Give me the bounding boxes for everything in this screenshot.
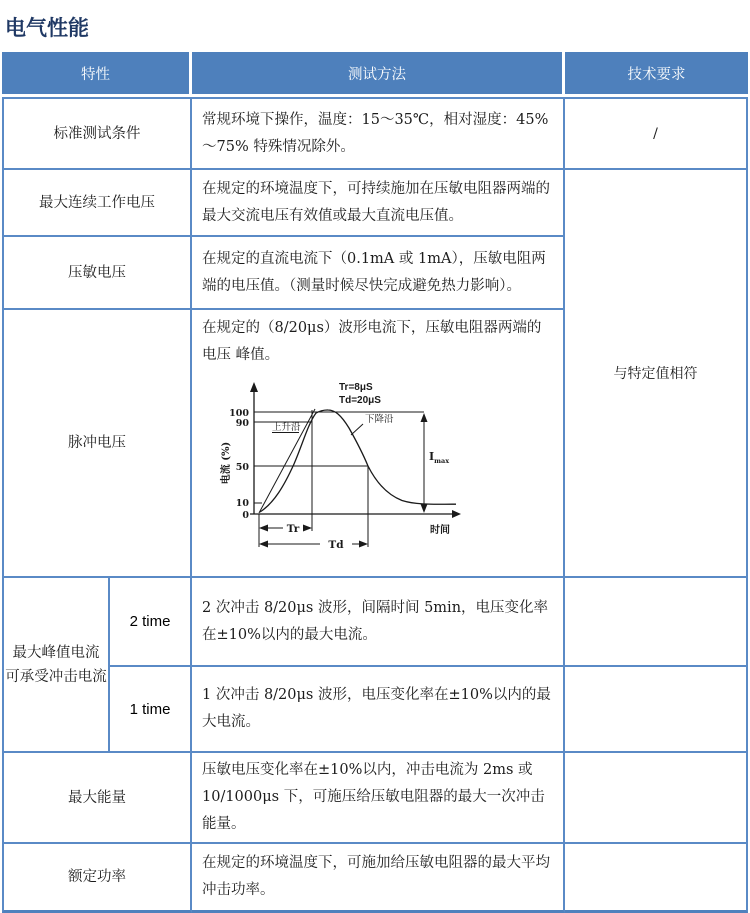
page-title: 电气性能 xyxy=(5,17,89,40)
method-cell-max-energy: 压敏电压变化率在±10%以内，冲击电流为 2ms 或 10/1000μs 下，可施压给压敏电阻器的最大一次冲击能量。 xyxy=(192,753,565,844)
waveform-chart-container xyxy=(202,376,553,576)
y-axis-arrow-icon xyxy=(250,382,258,392)
x-axis-label: 时间 xyxy=(430,525,450,536)
spec-table xyxy=(2,52,748,913)
row-standard-conditions xyxy=(2,97,748,170)
header-cell-requirement: 技术要求 xyxy=(565,52,748,97)
requirement-cell-2time xyxy=(565,578,748,667)
feature-cell-rated-power: 额定功率 xyxy=(2,844,192,913)
feature-cell-max-working-voltage: 最大连续工作电压 xyxy=(2,170,192,237)
x-axis-arrow-icon xyxy=(452,510,461,518)
requirement-cell-standard: / xyxy=(565,97,748,170)
feature-cell-max-energy: 最大能量 xyxy=(2,753,192,844)
row-max-working-voltage xyxy=(2,170,748,237)
pulse-method-text: 在规定的（8/20μs）波形电流下，压敏电阻器两端的电压 峰值。 xyxy=(202,320,542,363)
tr-equation-label: Tr=8μS xyxy=(339,382,373,393)
ytick-10: 10 xyxy=(235,498,249,509)
waveform-chart xyxy=(202,376,562,566)
feature-cell-pulse-voltage: 脉冲电压 xyxy=(2,310,192,578)
td-equation-label: Td=20μS xyxy=(339,395,381,406)
sub-cell-1time: 1 time xyxy=(110,667,192,753)
requirement-cell-rated-power xyxy=(565,844,748,913)
sub-cell-2time: 2 time xyxy=(110,578,192,667)
header-cell-method: 测试方法 xyxy=(192,52,565,97)
requirement-cell-1time xyxy=(565,667,748,753)
feature-cell-surge xyxy=(2,578,110,753)
imax-arrow-down-icon xyxy=(421,504,428,513)
requirement-cell-merged: 与特定值相符 xyxy=(565,170,748,578)
row-rated-power xyxy=(2,844,748,913)
td-dim-label: Td xyxy=(328,539,344,551)
tr-arrow-left-icon xyxy=(259,525,268,532)
imax-label: $I_{max}$ xyxy=(429,450,450,465)
tr-arrow-right-icon xyxy=(303,525,312,532)
method-cell-2time: 2 次冲击 8/20μs 波形，间隔时间 5min，电压变化率在±10%以内的最大电流。 xyxy=(192,578,565,667)
method-cell-varistor-voltage: 在规定的直流电流下（0.1mA 或 1mA），压敏电阻两端的电压值。（测量时候尽快完成避免热力影响）。 xyxy=(192,237,565,310)
row-max-energy xyxy=(2,753,748,844)
surge-feature-line1: 最大峰值电流 xyxy=(12,644,100,661)
ytick-50: 50 xyxy=(235,462,249,473)
rising-edge-label: 上升沿 xyxy=(272,422,301,433)
row-surge-2time xyxy=(2,578,748,667)
ytick-90: 90 xyxy=(235,418,249,429)
header-cell-feature: 特性 xyxy=(2,52,192,97)
falling-edge-label: 下降沿 xyxy=(365,414,394,425)
falling-label-leader xyxy=(351,424,363,435)
ytick-0: 0 xyxy=(242,510,249,521)
method-cell-pulse-voltage xyxy=(192,310,565,578)
td-arrow-right-icon xyxy=(359,541,368,548)
feature-cell-varistor-voltage: 压敏电压 xyxy=(2,237,192,310)
ytick-100: 100 xyxy=(229,408,249,419)
requirement-cell-max-energy xyxy=(565,753,748,844)
method-cell-rated-power: 在规定的环境温度下，可施加给压敏电阻器的最大平均冲击功率。 xyxy=(192,844,565,913)
y-axis-label: 电流 (%) xyxy=(221,441,232,485)
imax-arrow-up-icon xyxy=(421,413,428,422)
surge-feature-line2: 可承受冲击电流 xyxy=(5,668,107,685)
method-cell-standard: 常规环境下操作，温度：15～35℃，相对湿度：45%～75% 特殊情况除外。 xyxy=(192,97,565,170)
method-cell-max-working-voltage: 在规定的环境温度下，可持续施加在压敏电阻器两端的最大交流电压有效值或最大直流电压值。 xyxy=(192,170,565,237)
row-surge-1time xyxy=(2,667,748,753)
header-row xyxy=(2,52,748,97)
td-arrow-left-icon xyxy=(259,541,268,548)
feature-cell-standard: 标准测试条件 xyxy=(2,97,192,170)
tr-dim-label: Tr xyxy=(286,523,300,535)
method-cell-1time: 1 次冲击 8/20μs 波形，电压变化率在±10%以内的最大电流。 xyxy=(192,667,565,753)
